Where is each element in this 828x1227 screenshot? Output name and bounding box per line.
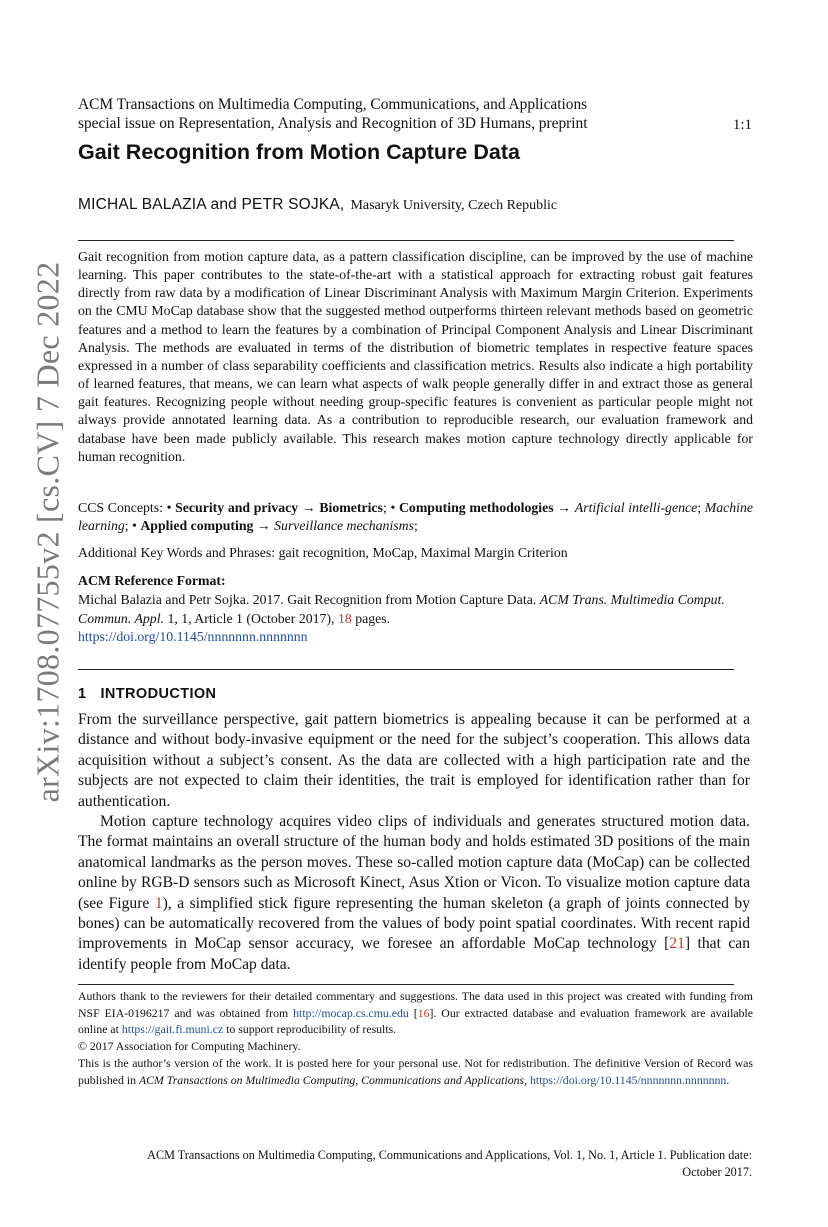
footnote-text: This is the author’s version of the work. It is posted here for your personal use. Not for redistribution. The definitive Version of Record was published in (78, 1055, 753, 1087)
reference-text: 1, 1, Article 1 (October 2017), (167, 610, 335, 626)
journal-line-2: special issue on Representation, Analysis and Recognition of 3D Humans, preprint (78, 115, 588, 132)
citation-link[interactable]: 21 (669, 935, 685, 953)
intro-paragraph-1: From the surveillance perspective, gait pattern biometrics is appealing because it can be performed at a distance and without body-invasive equipment or the need for the subject’s cooperation. This allows data acquisition without a subject’s consent. As the data are collected with a high participation rate and the subjects are not expected to claim their identities, the trait is employed for identification rather than for authentication. (78, 711, 750, 810)
arxiv-sidebar (23, 240, 73, 825)
ccs-biometrics: Biometrics (319, 500, 383, 515)
authors (78, 196, 557, 214)
ccs-arrow: → (298, 500, 320, 515)
reference-format (78, 591, 753, 647)
ccs-computing: Computing methodologies (398, 500, 554, 515)
ccs-concepts (78, 499, 753, 535)
footnote-doi-link[interactable]: https://doi.org/10.1145/nnnnnnn.nnnnnnn (530, 1072, 727, 1087)
footnote-acknowledgement (78, 988, 753, 1038)
ccs-surveillance: Surveillance mechanisms (274, 518, 414, 534)
ccs-sep: ; • (382, 500, 396, 515)
doi-link[interactable]: https://doi.org/10.1145/nnnnnnn.nnnnnnn (78, 629, 308, 645)
footnote-version-note (78, 1055, 753, 1088)
footer-line-1: ACM Transactions on Multimedia Computing, Communications and Applications, Vol. 1, No. 1, Article 1. Publication date: (147, 1148, 752, 1162)
footnote-text: . (726, 1072, 730, 1087)
footnote-journal: ACM Transactions on Multimedia Computing, Communications and Applications (138, 1072, 525, 1087)
journal-line-1: ACM Transactions on Multimedia Computing, Communications, and Applications (78, 96, 588, 113)
footnote-text: , (524, 1072, 528, 1087)
ccs-arrow: → (253, 518, 275, 534)
arxiv-id: arXiv:1708.07755v2 [cs.CV] 7 Dec 2022 (29, 261, 66, 803)
top-divider (78, 240, 734, 241)
reference-text: Michal Balazia and Petr Sojka. 2017. Gait Recognition from Motion Capture Data. (78, 592, 537, 607)
ccs-prefix: CCS Concepts: • (78, 500, 172, 515)
footnote-text: [ (413, 1005, 418, 1020)
ccs-sep: ; • (124, 518, 137, 534)
keywords: Additional Key Words and Phrases: gait recognition, MoCap, Maximal Margin Criterion (78, 545, 568, 560)
page-number: 1:1 (732, 117, 752, 133)
mid-divider (78, 669, 734, 670)
figure-link[interactable]: 1 (154, 894, 163, 912)
footnote-text: to support reproducibility of results. (226, 1022, 397, 1037)
abstract: Gait recognition from motion capture data, as a pattern classification discipline, can be improved by the use of machine learning. This paper contributes to the state-of-the-art with a statistical approach for extracting robust gait features directly from raw data by a modification of Linear Discriminant Analysis with Maximum Margin Criterion. Experiments on the CMU MoCap database show that the suggested method outperforms thirteen relevant methods based on geometric features and a method to learn the features by a combination of Principal Component Analysis and Linear Discriminant Analysis. The methods are evaluated in terms of the distribution of biometric templates in respective feature spaces expressed in a number of class separability coefficients and classification metrics. Results also indicate a high portability of learned features, that means, we can learn what aspects of walk people generally differ in and extract those as general gait features. Recognizing people without needing group-specific features is convenient as particular people might not always provide annotated learning data. As a contribution to reproducible research, our evaluation framework and database have been made publicly available. This research makes motion capture technology directly applicable for human recognition. (78, 249, 753, 464)
copyright: © 2017 Association for Computing Machinery. (78, 1039, 301, 1054)
intro-text: Motion capture technology acquires video clips of individuals and generates structured motion data. The format maintains an overall structure of the human body and holds estimated 3D positions of the main anatomical landmarks as the person moves. These so-called motion capture data (MoCap) can be collected online by RGB-D sensors such as Microsoft Kinect, Asus Xtion or Vicon. To visualize motion capture data (see Figure (78, 813, 750, 912)
footer-line-2: October 2017. (682, 1164, 752, 1179)
paper-title: Gait Recognition from Motion Capture Data (78, 140, 520, 164)
footnote (78, 988, 753, 1088)
gait-url-link[interactable]: https://gait.fi.muni.cz (121, 1022, 224, 1037)
section-heading (78, 686, 216, 702)
mocap-url-link[interactable]: http://mocap.cs.cmu.edu (293, 1005, 409, 1020)
intro-text: ] that can identify people from MoCap data. (78, 935, 751, 973)
intro-paragraph-2 (78, 812, 750, 975)
section-number: 1 (78, 686, 87, 702)
reference-text: pages. (355, 610, 391, 626)
ccs-ml: Machine learning (78, 500, 754, 534)
footnote-divider (78, 984, 734, 985)
intro-text: ), a simplified stick figure representing the human skeleton (a graph of joints connected by bones) can be automatically recovered from the values of body point spatial coordinates. With recent rapid improvements in MoCap sensor accuracy, we foresee an affordable MoCap technology [ (78, 894, 751, 953)
ccs-sep: ; (697, 500, 705, 515)
citation-link[interactable]: 16 (417, 1005, 430, 1020)
footnote-text: Authors thank to the reviewers for their detailed commentary and suggestions. The data used in this project was created with funding from NSF EIA-0196217 and was obtained from (78, 989, 753, 1020)
affiliation: Masaryk University, Czech Republic (350, 198, 558, 213)
footnote-text: ]. Our extracted database and evaluation framework are available online at (78, 1005, 754, 1037)
section-title: INTRODUCTION (100, 686, 217, 702)
ccs-end: ; (414, 518, 418, 534)
reference-journal: ACM Trans. Multimedia Comput. Commun. Appl. (78, 592, 725, 626)
author-names: MICHAL BALAZIA and PETR SOJKA, (78, 196, 345, 213)
introduction-body (78, 710, 750, 975)
reference-heading: ACM Reference Format: (78, 573, 226, 588)
page-footer (72, 1147, 752, 1180)
ccs-security: Security and privacy (175, 500, 299, 515)
journal-header (78, 95, 753, 133)
pages-link[interactable]: 18 (337, 610, 352, 626)
ccs-ai: Artificial intelli-gence (574, 500, 698, 515)
ccs-applied: Applied computing (140, 518, 254, 534)
ccs-arrow: → (553, 500, 575, 515)
